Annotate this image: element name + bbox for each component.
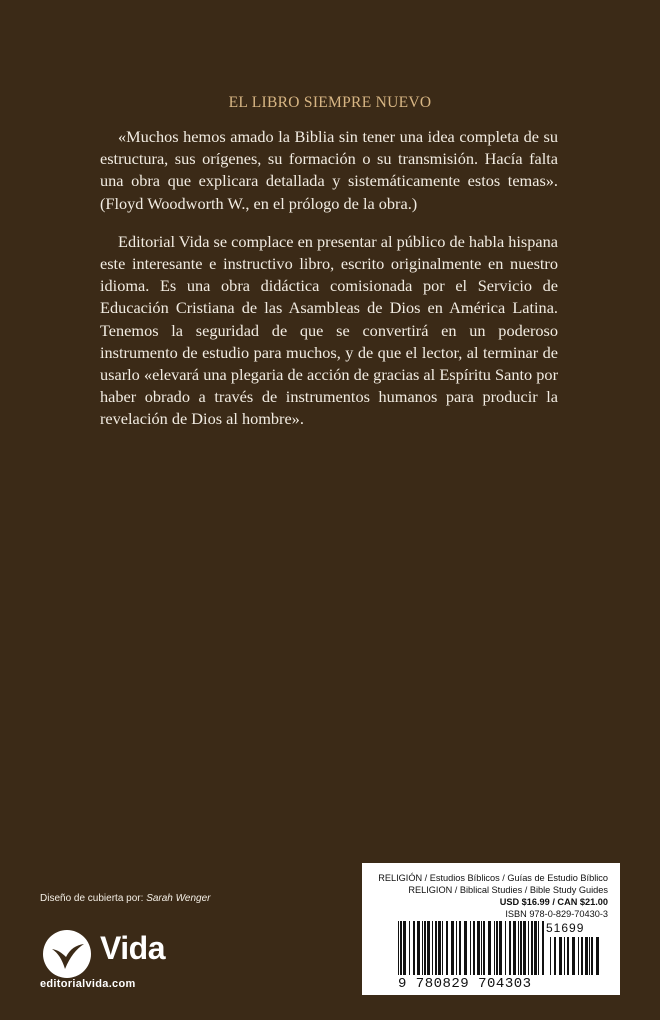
barcode-graphic xyxy=(362,863,620,995)
barcode-bar xyxy=(567,937,569,975)
barcode-bar xyxy=(513,921,516,975)
barcode-bar xyxy=(520,921,522,975)
category-spanish: RELIGIÓN / Estudios Bíblicos / Guías de Estudio Bíblico xyxy=(378,873,608,883)
barcode-bar xyxy=(446,921,448,975)
barcode-bar xyxy=(417,921,420,975)
barcode-bar xyxy=(422,921,423,975)
barcode-bar xyxy=(459,921,461,975)
barcode-bar xyxy=(518,921,519,975)
barcode-bar xyxy=(531,921,533,975)
barcode-bar xyxy=(505,921,506,975)
vida-logo-text: Vida xyxy=(100,930,165,966)
book-title: EL LIBRO SIEMPRE NUEVO xyxy=(228,94,432,111)
cover-design-credit xyxy=(40,893,210,904)
barcode-bar xyxy=(432,921,433,975)
quote-paragraph: «Muchos hemos amado la Biblia sin tener una idea completa de su estructura, sus orígenes, su formación o su transmisión. Hacía falta una obra que explicara detallada y sistemáticamente estos temas». (Floyd Woodworth W., en el prólogo de la obra.) xyxy=(100,127,558,213)
barcode-bar xyxy=(481,921,482,975)
barcode-bar xyxy=(591,937,593,975)
barcode-bar xyxy=(427,921,430,975)
barcode-bar xyxy=(494,921,495,975)
credit-label: Diseño de cubierta por: xyxy=(40,893,144,904)
barcode-bar xyxy=(554,937,556,975)
barcode-bar xyxy=(409,921,410,975)
barcode-bar xyxy=(550,937,551,975)
barcode-bar xyxy=(589,937,590,975)
barcode-bar xyxy=(400,921,402,975)
barcode-bar xyxy=(585,937,588,975)
barcode-bar xyxy=(538,921,539,975)
barcode-bar xyxy=(572,937,575,975)
barcode-bar xyxy=(542,921,544,975)
addon-barcode-bars xyxy=(550,937,599,975)
credit-name: Sarah Wenger xyxy=(146,893,211,904)
barcode-bar xyxy=(534,921,537,975)
barcode-bar xyxy=(596,937,599,975)
barcode-bar xyxy=(499,921,502,975)
barcode-bar xyxy=(578,937,579,975)
barcode-bar xyxy=(564,937,565,975)
barcode-panel xyxy=(362,863,620,995)
barcode-bar xyxy=(451,921,454,975)
barcode-bar xyxy=(470,921,471,975)
barcode-bar xyxy=(456,921,457,975)
barcode-bar xyxy=(435,921,437,975)
price-code-digits: 51699 xyxy=(546,921,585,935)
barcode-bar xyxy=(473,921,475,975)
category-english: RELIGION / Biblical Studies / Bible Study Guides xyxy=(408,885,608,895)
barcode-bar xyxy=(483,921,485,975)
barcode-bar xyxy=(424,921,426,975)
barcode-bar xyxy=(559,937,562,975)
publisher-paragraph: Editorial Vida se complace en presentar al público de habla hispana este interesante e instructivo libro, escrito originalmente en nuestro idioma. Es una obra didáctica comisionada por el Servicio de Educación Cristiana de las Asambleas de Dios en América Latina. Tenemos la seguridad de que se convertirá en un poderoso instrumento de estudio para muchos, y de que el lector, al terminar de usarlo «elevará una plegaria de acción de gracias al Espíritu Santo por haber obrado a través de instrumentos humanos para producir la revelación de Dios al hombre». xyxy=(100,231,558,429)
barcode-bar xyxy=(509,921,511,975)
barcode-bar xyxy=(477,921,480,975)
back-cover-description xyxy=(100,126,558,447)
barcode-bar xyxy=(413,921,415,975)
barcode-bar xyxy=(523,921,526,975)
price-line: USD $16.99 / CAN $21.00 xyxy=(499,897,608,907)
barcode-bar xyxy=(496,921,498,975)
barcode-bar xyxy=(398,921,399,975)
barcode-bar xyxy=(464,921,467,975)
barcode-bar xyxy=(442,921,443,975)
ean-digits: 9 780829 704303 xyxy=(398,976,532,992)
barcode-bar xyxy=(438,921,441,975)
isbn-line: ISBN 978-0-829-70430-3 xyxy=(505,909,608,919)
barcode-bar xyxy=(581,937,583,975)
website-link[interactable]: editorialvida.com xyxy=(40,978,136,990)
ean-barcode-bars xyxy=(398,921,544,975)
barcode-bar xyxy=(528,921,529,975)
barcode-bar xyxy=(488,921,491,975)
barcode-bar xyxy=(403,921,406,975)
